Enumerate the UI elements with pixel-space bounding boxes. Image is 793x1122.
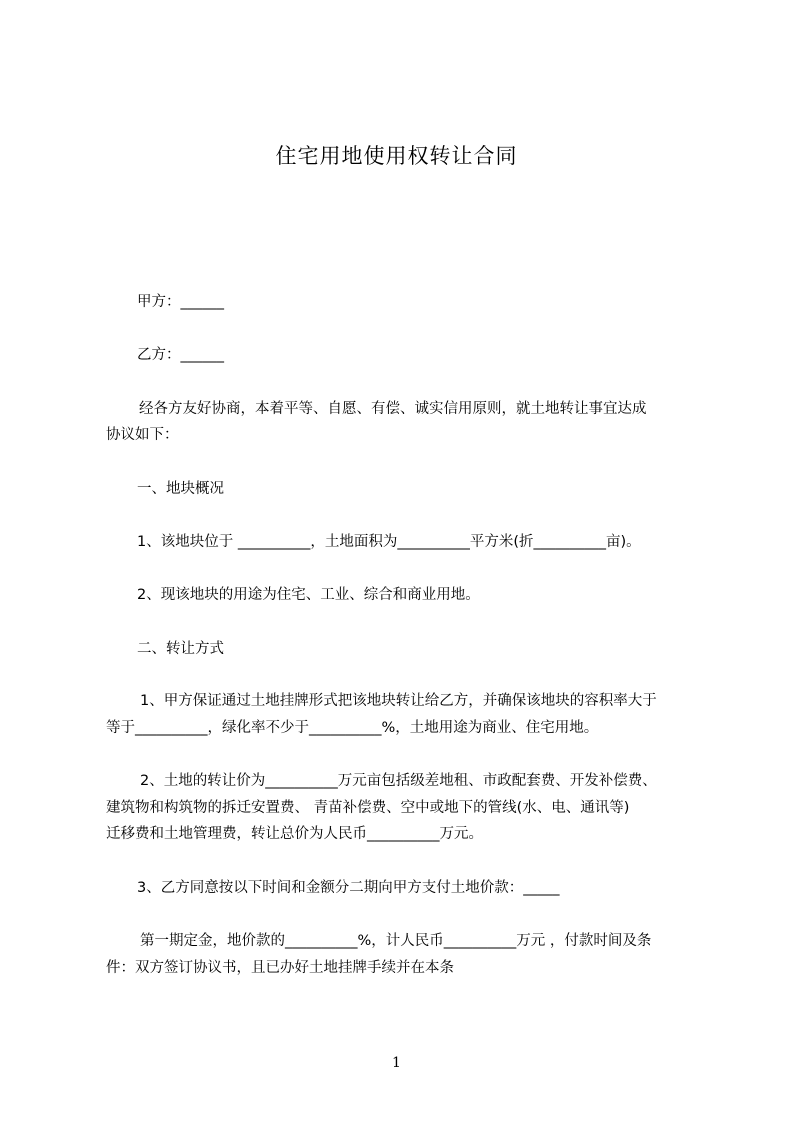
section-2-item-1-line-1: 1、甲方保证通过土地挂牌形式把该地块转让给乙方，并确保该地块的容积率大于: [140, 693, 657, 709]
intro-paragraph-line-2: 协议如下：: [106, 427, 179, 443]
section-2-item-1-line-2: 等于__________，绿化率不少于__________%，土地用途为商业、住宅用地。: [106, 720, 599, 736]
section-2-item-2-line-3: 迁移费和土地管理费，转让总价为人民币__________万元。: [106, 826, 483, 842]
payment-phase-1-line-1: 第一期定金，地价款的__________%，计人民币__________万元 ，付款时间及条: [140, 933, 652, 949]
section-1-item-2: 2、现该地块的用途为住宅、工业、综合和商业用地。: [137, 587, 480, 603]
section-1-heading: 一、地块概况: [137, 481, 224, 497]
intro-paragraph-line-1: 经各方友好协商，本着平等、自愿、有偿、诚实信用原则，就土地转让事宜达成: [139, 401, 647, 417]
payment-phase-1-line-2: 件：双方签订协议书，且已办好土地挂牌手续并在本条: [106, 960, 454, 976]
section-2-item-2-line-2: 建筑物和构筑物的拆迁安置费、 青苗补偿费、空中或地下的管线(水、电、通讯等): [106, 800, 630, 816]
party-b-line: 乙方：______: [137, 347, 224, 363]
page-number: 1: [392, 1055, 401, 1071]
document-title: 住宅用地使用权转让合同: [275, 144, 518, 168]
section-2-heading: 二、转让方式: [137, 641, 224, 657]
section-2-item-3: 3、乙方同意按以下时间和金额分二期向甲方支付土地价款：_____: [137, 880, 560, 896]
section-2-item-2-line-1: 2、土地的转让价为__________万元亩包括级差地租、市政配套费、开发补偿费、: [140, 773, 657, 789]
party-a-line: 甲方：______: [137, 294, 224, 310]
section-1-item-1: 1、该地块位于 __________，土地面积为__________平方米(折__________亩)。: [137, 534, 641, 550]
